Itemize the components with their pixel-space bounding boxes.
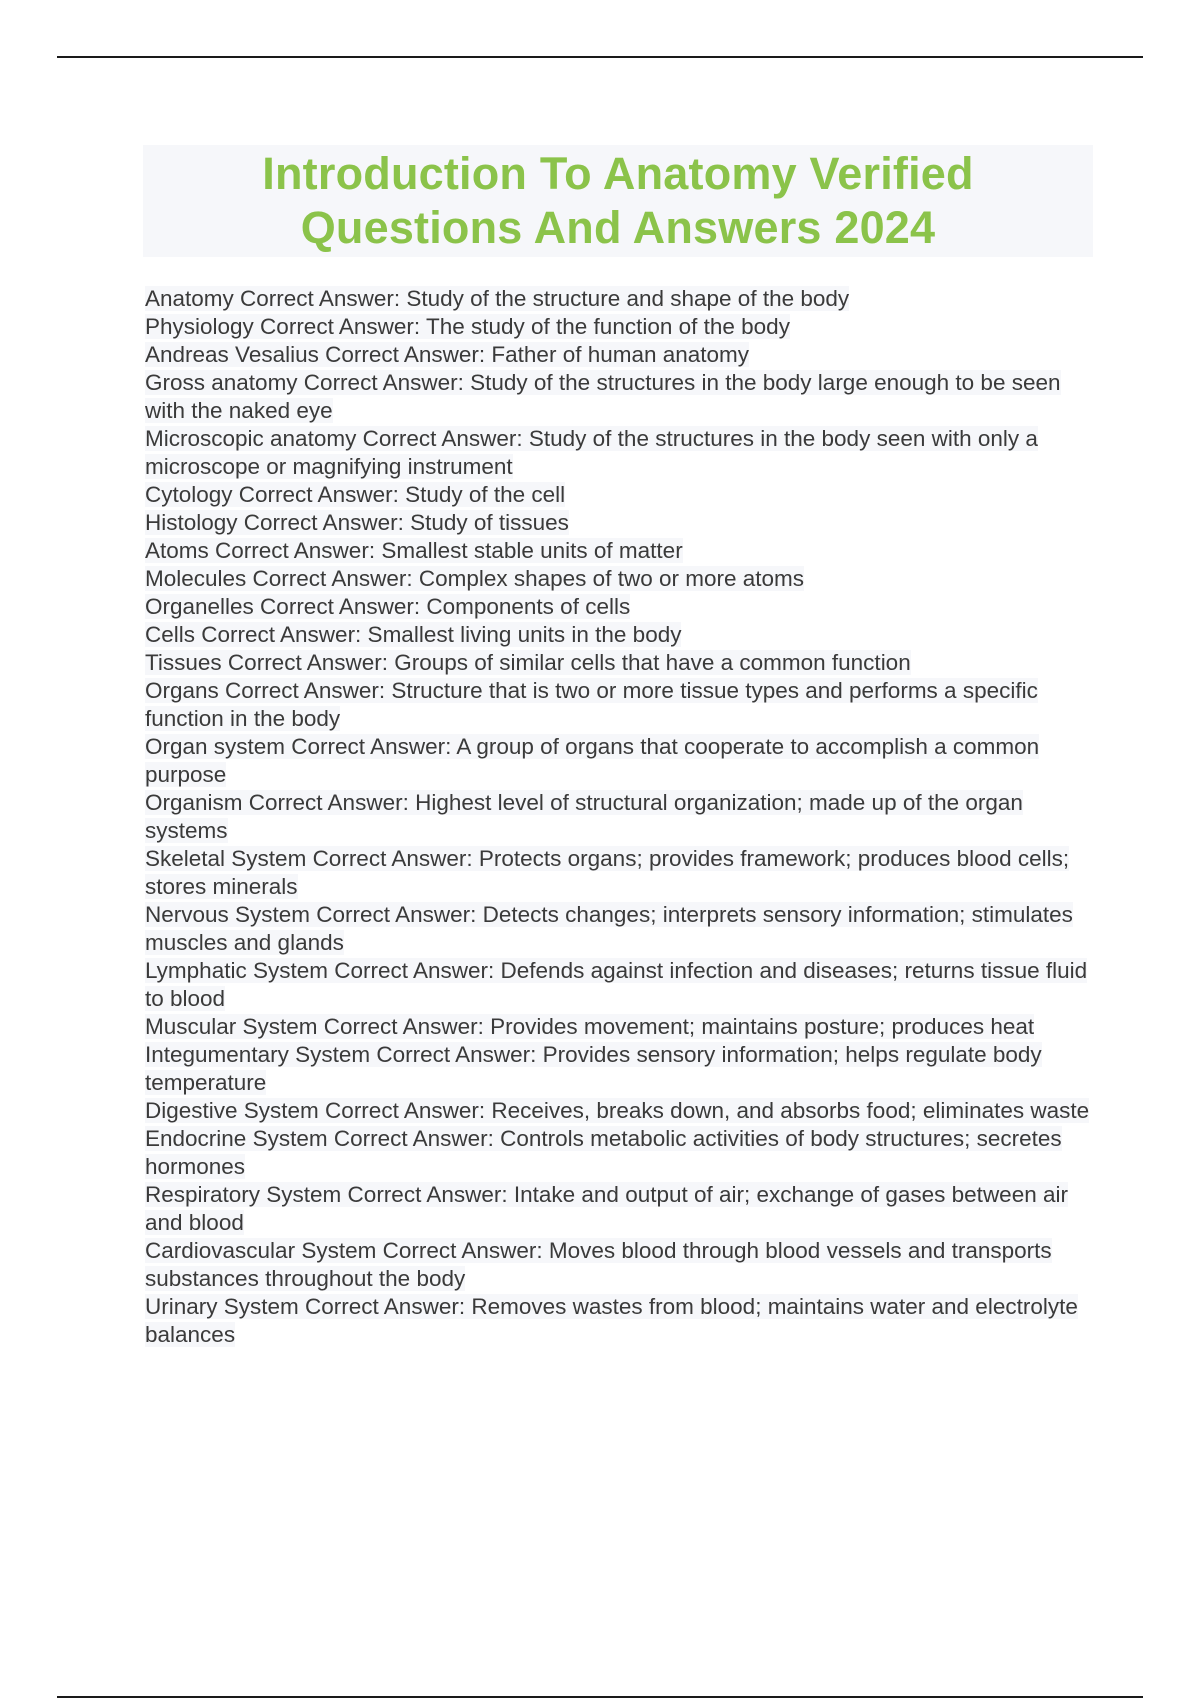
qa-entry: Skeletal System Correct Answer: Protects organs; provides framework; produces blood cells; stores minerals [145, 846, 1070, 899]
qa-entry: Digestive System Correct Answer: Receives, breaks down, and absorbs food; eliminates waste [145, 1098, 1090, 1123]
qa-entry: Anatomy Correct Answer: Study of the structure and shape of the body [145, 286, 850, 311]
qa-entry: Respiratory System Correct Answer: Intake and output of air; exchange of gases between air and blood [145, 1182, 1068, 1235]
qa-entry: Atoms Correct Answer: Smallest stable units of matter [145, 538, 683, 563]
qa-entry: Physiology Correct Answer: The study of the function of the body [145, 314, 790, 339]
page-title [262, 147, 973, 255]
qa-entry: Cytology Correct Answer: Study of the cell [145, 482, 566, 507]
qa-entry: Cells Correct Answer: Smallest living units in the body [145, 622, 682, 647]
qa-entry: Lymphatic System Correct Answer: Defends against infection and diseases; returns tissue fluid to blood [145, 958, 1088, 1011]
qa-entry: Organelles Correct Answer: Components of cells [145, 594, 631, 619]
bottom-rule [57, 1696, 1143, 1698]
title-line-2: Questions And Answers 2024 [300, 202, 936, 253]
qa-entry: Nervous System Correct Answer: Detects changes; interprets sensory information; stimulates muscles and glands [145, 902, 1073, 955]
title-banner [143, 145, 1093, 257]
qa-entry: Integumentary System Correct Answer: Provides sensory information; helps regulate body temperature [145, 1042, 1042, 1095]
qa-entry: Cardiovascular System Correct Answer: Moves blood through blood vessels and transports substances throughout the body [145, 1238, 1052, 1291]
qa-entry: Organ system Correct Answer: A group of organs that cooperate to accomplish a common purpose [145, 734, 1040, 787]
qa-entry: Endocrine System Correct Answer: Controls metabolic activities of body structures; secretes hormones [145, 1126, 1062, 1179]
qa-entry: Gross anatomy Correct Answer: Study of the structures in the body large enough to be seen with the naked eye [145, 370, 1061, 423]
qa-entry: Andreas Vesalius Correct Answer: Father of human anatomy [145, 342, 750, 367]
qa-entry: Histology Correct Answer: Study of tissues [145, 510, 569, 535]
qa-entry: Organs Correct Answer: Structure that is two or more tissue types and performs a specific function in the body [145, 678, 1038, 731]
qa-entry: Muscular System Correct Answer: Provides movement; maintains posture; produces heat [145, 1014, 1035, 1039]
qa-entry: Molecules Correct Answer: Complex shapes of two or more atoms [145, 566, 805, 591]
qa-entry: Urinary System Correct Answer: Removes wastes from blood; maintains water and electrolyte balances [145, 1294, 1078, 1347]
qa-entry: Tissues Correct Answer: Groups of similar cells that have a common function [145, 650, 911, 675]
title-line-1: Introduction To Anatomy Verified [262, 148, 974, 199]
top-rule [57, 56, 1143, 58]
qa-list [145, 285, 1095, 1349]
qa-entry: Organism Correct Answer: Highest level of structural organization; made up of the organ systems [145, 790, 1023, 843]
qa-entry: Microscopic anatomy Correct Answer: Study of the structures in the body seen with only a microscope or magnifying instrument [145, 426, 1038, 479]
